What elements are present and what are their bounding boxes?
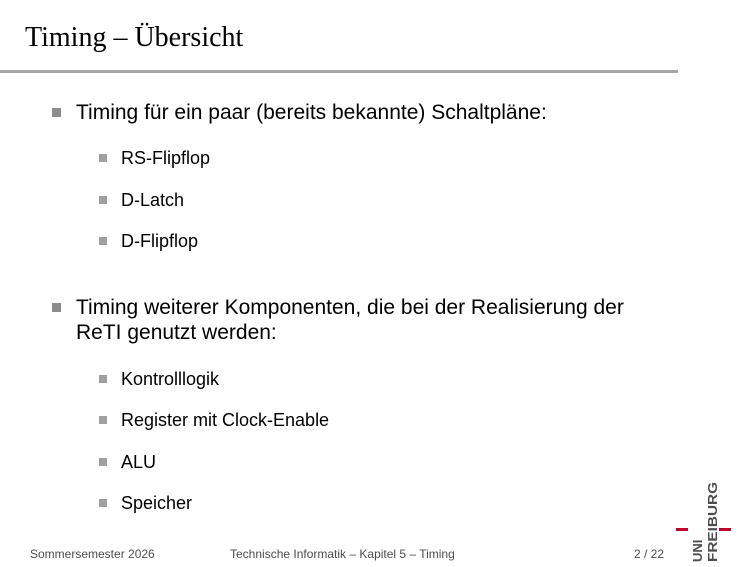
title-rule	[0, 70, 678, 73]
bullet-marker	[52, 108, 61, 117]
logo-text-uni: UNI	[690, 539, 705, 562]
bullet-item-1: Timing für ein paar (bereits bekannte) Schaltpläne:	[76, 101, 547, 124]
footer-semester: Sommersemester 2026	[30, 547, 155, 561]
bullet-item-2-line1: Timing weiterer Komponenten, die bei der Realisierung der	[76, 296, 624, 319]
sub-bullet-marker	[99, 375, 107, 383]
slide-title: Timing – Übersicht	[25, 22, 244, 53]
sub-item-register: Register mit Clock-Enable	[121, 410, 330, 430]
footer-course: Technische Informatik – Kapitel 5 – Timing	[230, 547, 455, 561]
bullet-item-2-line2: ReTI genutzt werden:	[76, 321, 277, 344]
sub-bullet-marker	[99, 196, 107, 204]
bullet-marker	[52, 303, 61, 312]
footer-page-number: 2 / 22	[634, 547, 665, 561]
sub-item-d-flipflop: D-Flipflop	[121, 231, 199, 251]
sub-item-speicher: Speicher	[121, 493, 193, 513]
sub-bullet-marker	[99, 154, 107, 162]
sub-item-rs-flipflop: RS-Flipflop	[121, 148, 211, 168]
sub-bullet-marker	[99, 237, 107, 245]
sub-item-alu: ALU	[121, 452, 157, 472]
sub-bullet-marker	[99, 416, 107, 424]
sub-item-kontrolllogik: Kontrolllogik	[121, 369, 220, 389]
logo-accent-bar	[676, 528, 688, 531]
logo-text-freiburg: FREIBURG	[705, 494, 720, 562]
sub-item-d-latch: D-Latch	[121, 190, 185, 210]
logo-accent-bar	[719, 528, 731, 531]
university-logo	[676, 480, 732, 564]
sub-bullet-marker	[99, 499, 107, 507]
sub-bullet-marker	[99, 458, 107, 466]
